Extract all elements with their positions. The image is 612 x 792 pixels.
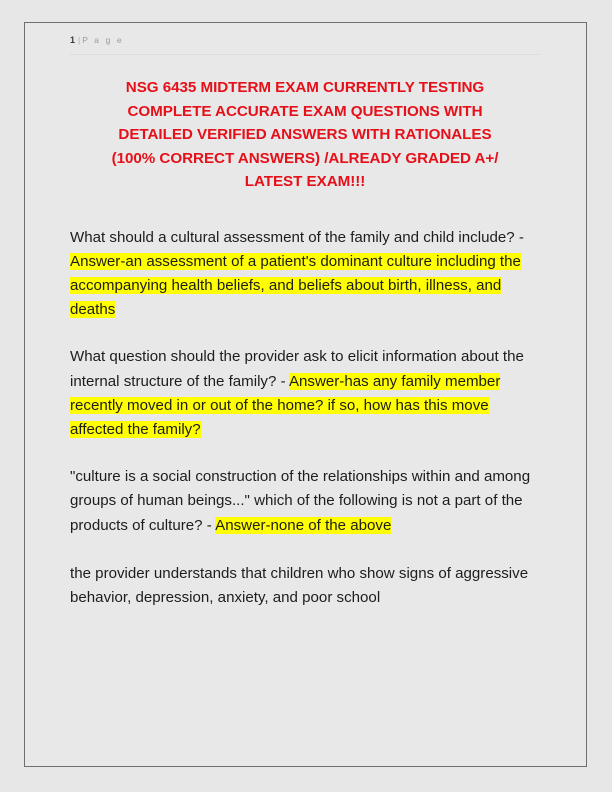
document-page [24, 22, 587, 767]
question-text: What should a cultural assessment of the family and child include? - [70, 228, 524, 246]
header-separator: | [78, 35, 81, 45]
title-line-3: DETAILED VERIFIED ANSWERS WITH RATIONALES [118, 126, 492, 143]
qa-item [70, 465, 540, 538]
page-title [70, 76, 540, 194]
exam-question-list [70, 226, 540, 611]
qa-item [70, 345, 540, 442]
question-text: "culture is a social construction of the relationships within and among groups of human beings..." which of the following is not a part of the products of culture? - [70, 468, 531, 534]
qa-item [70, 226, 540, 323]
qa-item-truncated [70, 562, 540, 610]
title-line-5: LATEST EXAM!!! [244, 173, 366, 190]
answer-text-highlighted: Answer-an assessment of a patient's dominant culture including the accompanying health beliefs, and beliefs about birth, illness, and deaths [70, 252, 521, 319]
page-content-area [70, 33, 540, 610]
question-text: What question should the provider ask to elicit information about the internal structure of the family? - [70, 348, 524, 390]
page-running-header [70, 33, 540, 55]
title-line-2: COMPLETE ACCURATE EXAM QUESTIONS WITH [127, 102, 483, 120]
question-text: the provider understands that children who show signs of aggressive behavior, depression, anxiety, and poor school [70, 564, 529, 606]
page-number: 1 [70, 35, 76, 45]
title-line-1: NSG 6435 MIDTERM EXAM CURRENTLY TESTING [125, 79, 485, 96]
answer-text-highlighted: Answer-none of the above [215, 516, 392, 534]
answer-text-highlighted: Answer-has any family member recently moved in or out of the home? if so, how has this move affected the family? [70, 372, 501, 438]
title-line-4: (100% CORRECT ANSWERS) /ALREADY GRADED A+/ [111, 149, 499, 167]
page-label: P a g e [82, 35, 124, 45]
